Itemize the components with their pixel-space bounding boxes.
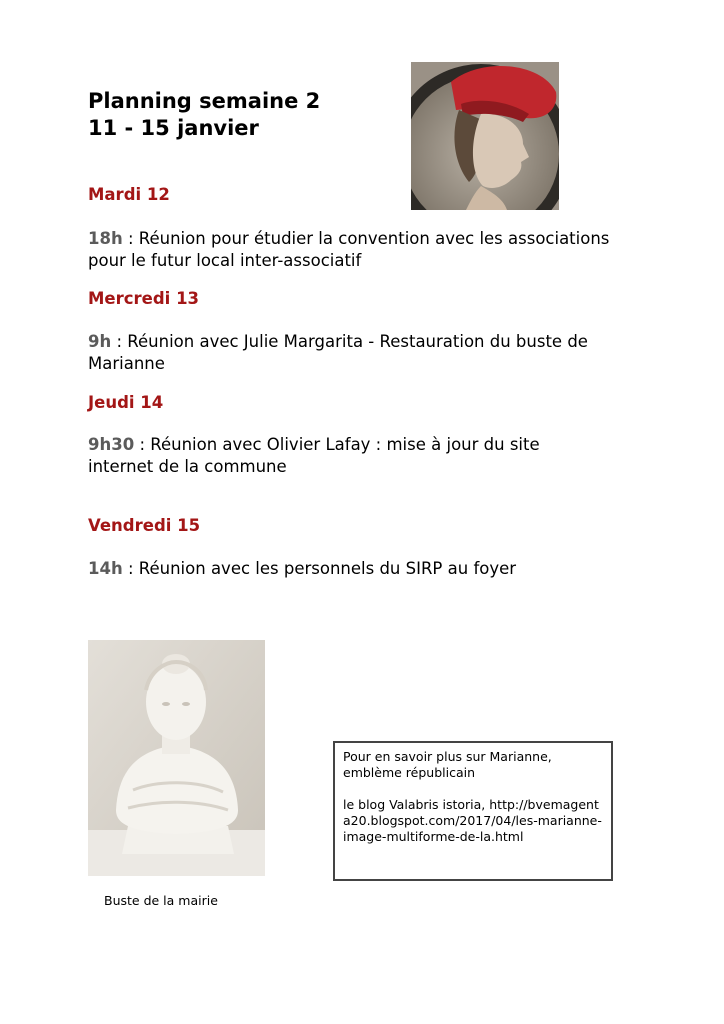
title-line-2: 11 - 15 janvier (88, 116, 259, 140)
entry-time: 9h (88, 332, 112, 351)
entry-thursday (88, 434, 588, 478)
photo-caption: Buste de la mairie (104, 893, 218, 908)
info-box (333, 741, 613, 881)
entry-time: 9h30 (88, 435, 135, 454)
day-heading-friday: Vendredi 15 (88, 516, 201, 535)
info-intro: Pour en savoir plus sur Marianne, emblème républicain (343, 749, 552, 780)
day-heading-wednesday: Mercredi 13 (88, 289, 200, 308)
entry-text: : Réunion avec les personnels du SIRP au foyer (122, 559, 517, 578)
title-line-1: Planning semaine 2 (88, 89, 321, 113)
entry-time: 18h (88, 229, 123, 248)
entry-friday (88, 558, 648, 580)
entry-text: : Réunion pour étudier la convention avec les associations pour le futur local inter-associatif (88, 229, 610, 270)
marianne-medallion-photo (411, 62, 559, 210)
info-link[interactable]: le blog Valabris istoria, http://bvemagenta20.blogspot.com/2017/04/les-marianne-image-multiforme-de-la.html (343, 797, 602, 844)
entry-text: : Réunion avec Olivier Lafay : mise à jour du site internet de la commune (88, 435, 540, 476)
day-heading-thursday: Jeudi 14 (88, 393, 164, 412)
entry-text: : Réunion avec Julie Margarita - Restauration du buste de Marianne (88, 332, 588, 373)
page-title (88, 88, 320, 142)
entry-tuesday (88, 228, 648, 272)
entry-time: 14h (88, 559, 123, 578)
marianne-bust-photo (88, 640, 265, 876)
entry-wednesday (88, 331, 623, 375)
day-heading-tuesday: Mardi 12 (88, 185, 170, 204)
